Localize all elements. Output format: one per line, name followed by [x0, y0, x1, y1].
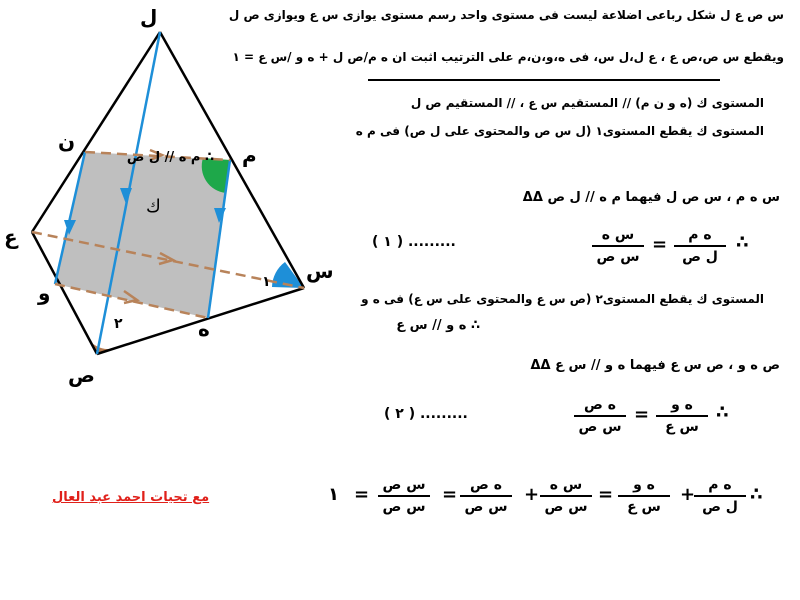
fraction-numerator: س ه — [601, 227, 635, 243]
vertex-label-a: ع — [4, 225, 18, 249]
equals-symbol-1: = — [652, 234, 668, 255]
therefore-symbol-1: ∴ — [736, 232, 749, 253]
final-result: ١ — [328, 484, 339, 505]
equation-ref-1: ( ١ ) ......... — [372, 234, 456, 250]
final-fraction-sh-over-ss — [538, 476, 594, 516]
fraction-hs-over-ss — [572, 396, 628, 436]
fraction-numerator: ه م — [688, 227, 712, 243]
fraction-denominator: س ع — [627, 498, 661, 515]
proof-step-2-line-1: المستوى ك يقطع المستوى٢ (ص س ع والمحتوى على س ع) فى ه و — [361, 292, 764, 306]
fraction-denominator: س ص — [544, 498, 588, 515]
proof-step-1-line-2: المستوى ك يقطع المستوى١ (ل س ص والمحتوى على ل ص) فى م ه — [355, 124, 764, 138]
fraction-denominator: س ص — [578, 418, 622, 435]
final-fraction-hm-over-ls — [692, 476, 748, 516]
proof-step-1-line-3: ∴ م ه // ل ص — [126, 150, 214, 165]
angle-one-label: ١ — [262, 274, 271, 290]
vertex-label-l: ل — [140, 5, 158, 29]
fraction-denominator: س ص — [596, 248, 640, 265]
proof-step-1-line-1: المستوى ك (ه و ن م) // المستقيم س ع ، // المستقيم ص ل — [410, 96, 764, 110]
final-fraction-ss-over-ss — [376, 476, 432, 516]
cutting-plane — [55, 152, 230, 318]
angle-two-label: ٢ — [114, 316, 123, 332]
fraction-numerator: ه ص — [584, 397, 616, 413]
proof-triangles-2: ΔΔ ص ه و ، ص س ع فيهما ه و // س ع — [530, 358, 780, 373]
equals-symbol-5: = — [354, 484, 370, 505]
proof-triangles-1: ΔΔ س ه م ، س ص ل فيهما م ه // ل ص — [522, 190, 780, 205]
equals-symbol-4: = — [442, 484, 458, 505]
statement-line-1: س ص ع ل شكل رباعى اضلاعة ليست فى مستوى واحد رسم مستوى يوازى س ع ويوازى ص ل — [228, 8, 784, 22]
fraction-numerator: س ص — [382, 477, 426, 493]
fraction-numerator: ه م — [708, 477, 732, 493]
vertex-label-h: ه — [198, 317, 210, 341]
final-fraction-hw-over-sa — [616, 476, 672, 516]
fraction-numerator: ه و — [633, 477, 655, 493]
fraction-sh-over-ss — [590, 226, 646, 266]
vertex-label-n: ن — [58, 129, 76, 153]
fraction-hm-over-ls — [672, 226, 728, 266]
vertex-label-m: م — [242, 143, 257, 167]
equals-symbol-2: = — [634, 404, 650, 425]
plane-label: ك — [146, 196, 161, 217]
fraction-denominator: س ع — [665, 418, 699, 435]
fraction-numerator: س ه — [549, 477, 583, 493]
fraction-denominator: س ص — [464, 498, 508, 515]
fraction-denominator: ل ص — [702, 498, 738, 515]
vertex-label-s: ص — [68, 363, 95, 387]
therefore-symbol-2: ∴ — [716, 402, 729, 423]
fraction-hw-over-sa — [654, 396, 710, 436]
fraction-numerator: ه ص — [470, 477, 502, 493]
vertex-label-b: س — [306, 259, 334, 283]
equation-ref-2: ( ٢ ) ......... — [384, 406, 468, 422]
vertex-label-w: و — [38, 281, 51, 305]
statement-line-2: ويقطع س ص،ص ع ، ع ل،ل س، فى ه،و،ن،م على الترتيب اثبت ان ه م/ص ل + ه و /س ع = ١ — [232, 50, 784, 64]
author-credit: مع تحيات احمد عبد العال — [52, 490, 210, 505]
fraction-denominator: س ص — [382, 498, 426, 515]
plus-symbol-1: + — [680, 484, 696, 505]
fraction-numerator: ه و — [671, 397, 693, 413]
plus-symbol-2: + — [524, 484, 540, 505]
proof-step-2-line-2: ∴ ه و // س ع — [396, 318, 480, 333]
fraction-denominator: ل ص — [682, 248, 718, 265]
final-fraction-hs-over-ss — [458, 476, 514, 516]
therefore-symbol-3: ∴ — [750, 484, 763, 505]
equals-symbol-3: = — [598, 484, 614, 505]
